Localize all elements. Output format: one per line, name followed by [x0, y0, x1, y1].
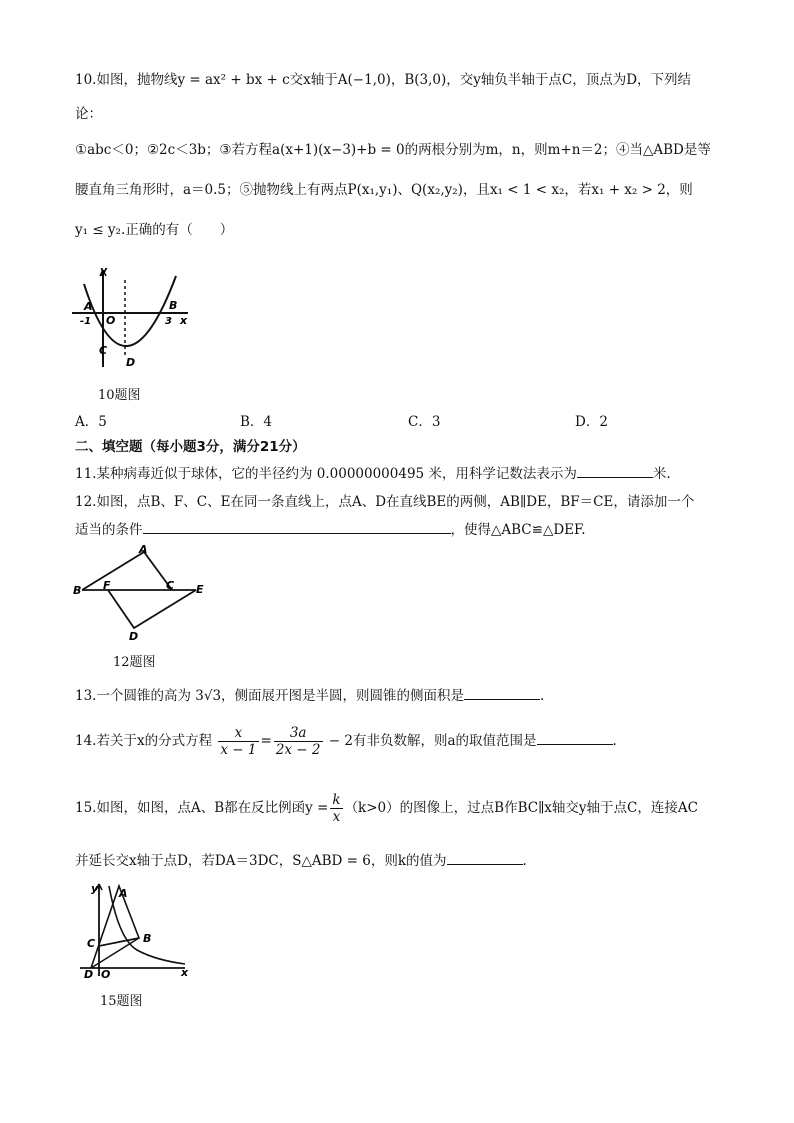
q15-figure-caption: 15题图 [100, 994, 143, 1009]
section-2-heading: 二、填空题（每小题3分，满分21分） [75, 439, 306, 455]
q14-den1: x − 1 [220, 742, 257, 758]
q15-post: （k>0）的图像上，过点B作BC∥x轴交y轴于点C，连接AC [344, 800, 698, 816]
q12-line-2-text: 适当的条件 [75, 522, 143, 538]
q14-equals: = [260, 733, 272, 749]
fig10-label-x: x [180, 314, 188, 327]
q15-den: x [332, 809, 341, 825]
q10-option-b: B．4 [240, 414, 273, 430]
q15-num: k [332, 792, 341, 808]
fig10-label-3: 3 [165, 316, 172, 327]
fig10-label-D: D [126, 356, 136, 369]
q14-fraction-right [274, 725, 323, 758]
q14-answer-blank [537, 730, 613, 745]
q12-line-2 [75, 519, 586, 540]
q15-answer-blank [447, 850, 523, 865]
q13-answer-blank [464, 685, 540, 700]
fig12-label-C: C [166, 579, 175, 592]
q10-line-3: ①abc＜0；②2c＜3b；③若方程a(x+1)(x−3)+b = 0的两根分别为m，n，则m+n＝2；④当△ABD是等 [75, 142, 711, 158]
q14-pre: 14.若关于x的分式方程 [75, 733, 213, 749]
fig10-label-A: A [84, 300, 93, 313]
fig15-label-B: B [143, 932, 152, 945]
q13-text: 13.一个圆锥的高为 3√3，侧面展开图是半圆，则圆锥的侧面积是 [75, 688, 465, 704]
q12-line-2-tail: ，使得△ABC≌△DEF. [450, 522, 586, 538]
q14-den2: 2x − 2 [275, 742, 321, 758]
fig12-label-F: F [103, 579, 111, 592]
q14-post: − 2有非负数解，则a的取值范围是 [328, 733, 537, 749]
fig12-label-A: A [139, 543, 148, 556]
q15-hyperbola-figure [75, 880, 195, 980]
q13-line [75, 685, 544, 706]
q14-tail: . [612, 733, 617, 749]
q12-line-1: 12.如图，点B、F、C、E在同一条直线上，点A、D在直线BE的两侧，AB∥DE，BF＝CE，请添加一个 [75, 494, 695, 510]
q10-parabola-figure [70, 262, 200, 372]
q10-line-1: 10.如图，抛物线y = ax² + bx + c交x轴于A(−1,0)，B(3,0)，交y轴负半轴于点C，顶点为D，下列结 [75, 72, 692, 88]
q14-num2: 3a [274, 725, 323, 742]
fig12-label-E: E [196, 583, 204, 596]
q11-text: 11.某种病毒近似于球体，它的半径约为 0.00000000495 米，用科学记数法表示为 [75, 466, 577, 482]
q14-num1: x [218, 725, 258, 742]
q10-figure-caption: 10题图 [98, 388, 141, 403]
q10-option-d: D．2 [575, 414, 608, 430]
q12-figure-caption: 12题图 [113, 655, 156, 670]
q15-fraction [330, 792, 342, 825]
fig10-label-neg1: -1 [80, 316, 92, 327]
q10-line-4: 腰直角三角形时，a＝0.5；⑤抛物线上有两点P(x₁,y₁)、Q(x₂,y₂)，且x₁ < 1 < x₂，若x₁ + x₂ > 2，则 [75, 182, 693, 198]
fig15-label-D: D [84, 968, 94, 981]
fig15-label-C: C [87, 937, 96, 950]
fig15-label-x: x [181, 966, 189, 979]
fig10-label-B: B [169, 299, 178, 312]
fig15-label-y: y [91, 882, 99, 895]
fig12-label-B: B [73, 584, 82, 597]
fig15-label-A: A [119, 887, 128, 900]
q12-triangles-figure [72, 542, 212, 642]
q15-line-2 [75, 850, 527, 871]
fig12-label-D: D [129, 630, 139, 643]
q12-answer-blank [143, 519, 451, 534]
q14-line [75, 724, 617, 758]
q10-line-2: 论： [75, 106, 102, 122]
q11-tail: 米. [652, 466, 671, 482]
q13-tail: . [540, 688, 545, 704]
q10-option-a: A．5 [75, 414, 107, 430]
q15-line-1 [75, 791, 698, 825]
q10-option-c: C．3 [408, 414, 441, 430]
q11-line [75, 463, 671, 484]
q15-tail: . [522, 853, 527, 869]
q10-line-5: y₁ ≤ y₂.正确的有（ ） [75, 222, 234, 238]
q11-answer-blank [577, 463, 653, 478]
q15-line-2-text: 并延长交x轴于点D，若DA＝3DC，S△ABD = 6，则k的值为 [75, 853, 447, 869]
fig15-label-O: O [101, 968, 111, 981]
fig10-label-y: y [100, 264, 108, 277]
fig10-label-O: O [106, 314, 116, 327]
q15-pre: 15.如图，如图，点A、B都在反比例函y = [75, 800, 329, 816]
fig10-label-C: C [99, 344, 108, 357]
q14-fraction-left [218, 725, 258, 758]
